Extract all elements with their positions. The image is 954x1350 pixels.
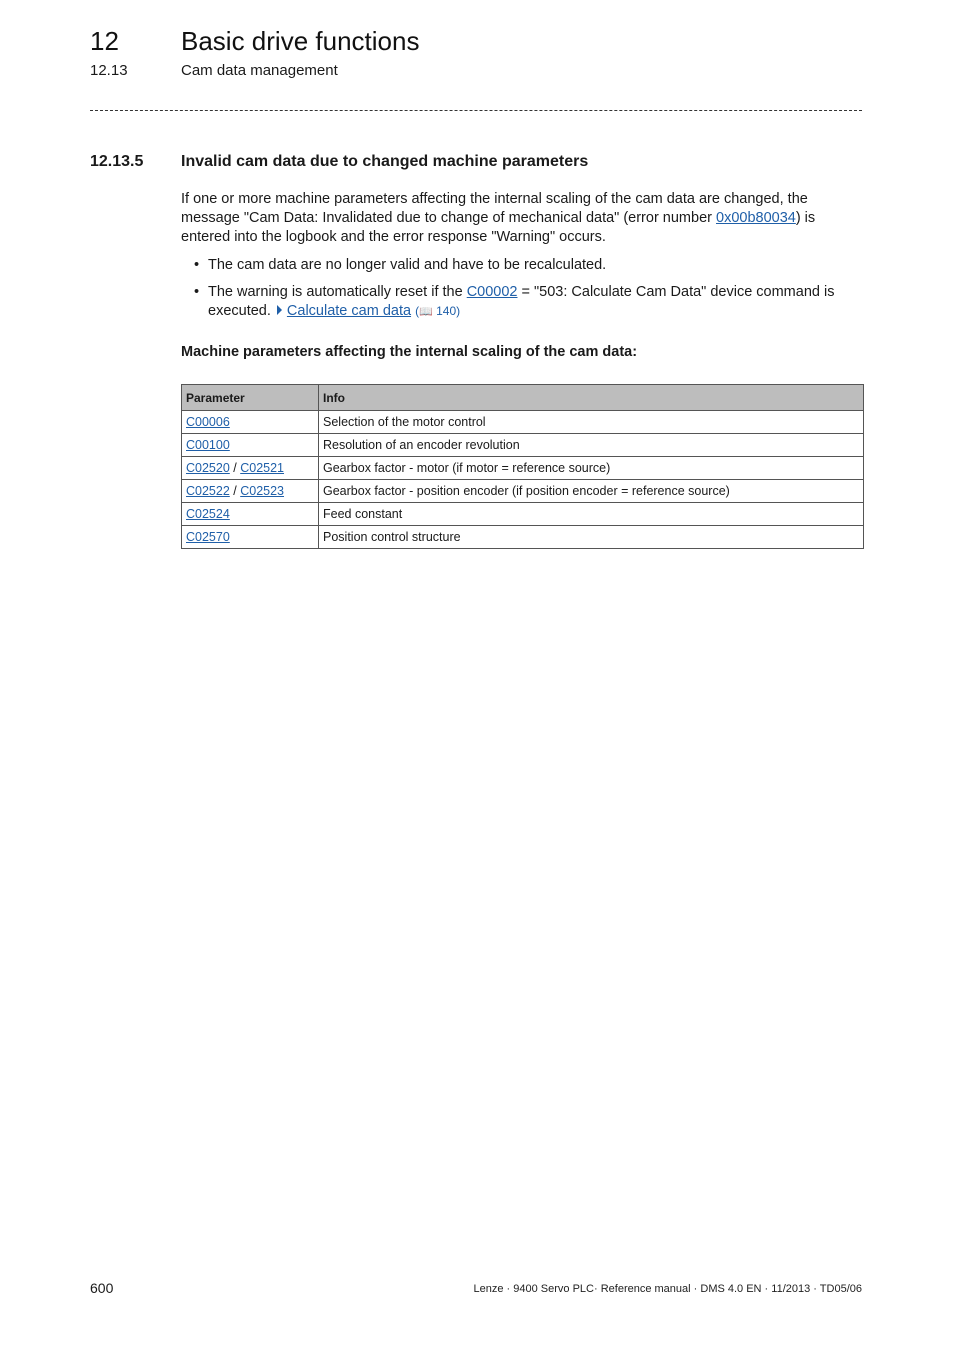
table-row	[182, 411, 864, 434]
info-cell: Resolution of an encoder revolution	[319, 434, 864, 457]
intro-paragraph	[181, 190, 865, 247]
page-number: 600	[90, 1280, 114, 1296]
header-divider	[90, 110, 862, 111]
parameter-separator: /	[229, 461, 241, 475]
info-cell: Selection of the motor control	[319, 411, 864, 434]
calculate-cam-data-link[interactable]: Calculate cam data	[286, 303, 412, 319]
column-header-info: Info	[319, 385, 864, 411]
parameter-link[interactable]: C02521	[240, 461, 285, 475]
parameter-separator: /	[229, 484, 241, 498]
parameter-cell	[182, 411, 319, 434]
bullet-item	[194, 283, 864, 323]
paragraph-text-1: If one or more machine parameters affecting the internal scaling of the cam data are changed, the message "Cam Data: Invalidated due to change of mechanical data" (error number	[181, 191, 808, 226]
c00002-link[interactable]: C00002	[466, 284, 518, 300]
footer-text: Lenze · 9400 Servo PLC· Reference manual · DMS 4.0 EN · 11/2013 · TD05/06	[473, 1283, 862, 1295]
info-cell: Position control structure	[319, 526, 864, 549]
bullet-text: The cam data are no longer valid and have to be recalculated.	[208, 257, 607, 273]
parameter-link[interactable]: C02520	[186, 461, 230, 475]
error-number-link[interactable]: 0x00b80034	[716, 210, 796, 226]
parameter-link[interactable]: C02570	[186, 530, 230, 544]
parameter-cell	[182, 457, 319, 480]
bullet-text-part: = "503: Calculate Cam Data" device command is executed.	[208, 284, 835, 319]
arrow-right-icon	[277, 305, 282, 315]
parameter-link[interactable]: C02522	[186, 484, 230, 498]
chapter-title: Basic drive functions	[181, 26, 420, 56]
column-header-parameter: Parameter	[182, 385, 319, 411]
parameter-table	[181, 384, 864, 549]
book-icon: 📖	[419, 306, 433, 318]
bullet-item	[194, 256, 864, 276]
bullet-dot: •	[194, 284, 200, 300]
section-number: 12.13.5	[90, 153, 144, 170]
table-header-row	[182, 385, 864, 411]
table-heading: Machine parameters affecting the internal scaling of the cam data:	[181, 344, 638, 360]
table-row	[182, 526, 864, 549]
info-cell: Feed constant	[319, 503, 864, 526]
bullet-text-part: The warning is automatically reset if the	[208, 284, 467, 300]
bullet-text	[208, 283, 864, 322]
parameter-link[interactable]: C00006	[186, 415, 230, 429]
parameter-cell	[182, 434, 319, 457]
info-cell: Gearbox factor - position encoder (if position encoder = reference source)	[319, 480, 864, 503]
parameter-link[interactable]: C02524	[186, 507, 230, 521]
info-cell: Gearbox factor - motor (if motor = reference source)	[319, 457, 864, 480]
table-row	[182, 457, 864, 480]
section-title: Invalid cam data due to changed machine parameters	[181, 153, 589, 170]
table-row	[182, 503, 864, 526]
chapter-number: 12	[90, 26, 119, 56]
parameter-link[interactable]: C00100	[186, 438, 230, 452]
table-row	[182, 480, 864, 503]
page-reference[interactable]: (📖 140)	[415, 304, 461, 318]
subchapter-number: 12.13	[90, 62, 128, 79]
subchapter-title: Cam data management	[181, 62, 338, 79]
parameter-cell	[182, 503, 319, 526]
parameter-cell	[182, 526, 319, 549]
paragraph-text-2: ) is entered into the logbook and the error response "Warning" occurs.	[181, 210, 816, 245]
bullet-dot: •	[194, 257, 200, 273]
table-row	[182, 434, 864, 457]
parameter-link[interactable]: C02523	[240, 484, 285, 498]
parameter-cell	[182, 480, 319, 503]
